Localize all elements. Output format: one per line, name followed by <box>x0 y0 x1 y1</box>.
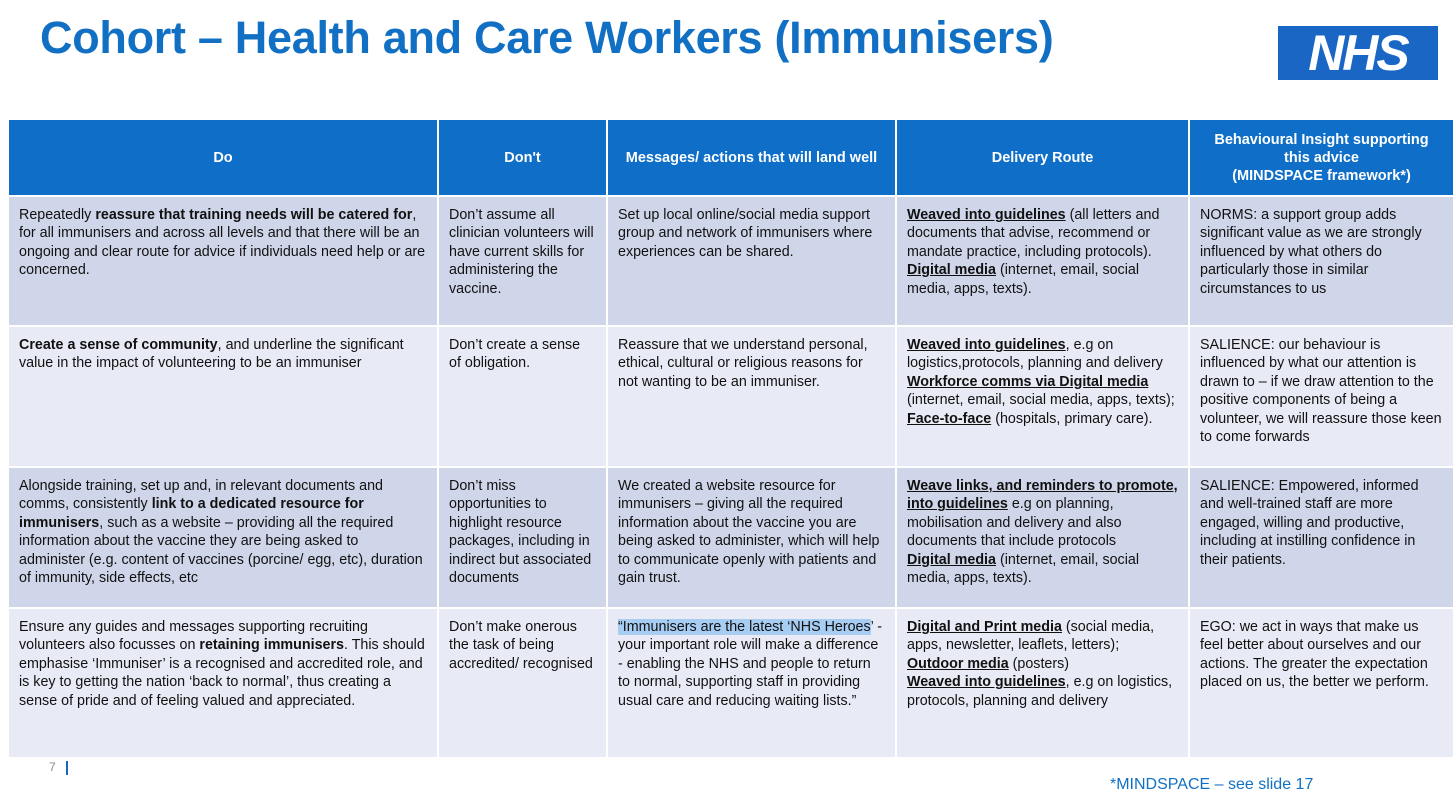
cell-text: ’ - your important role will make a difference - enabling the NHS and people to return to normal, supporting staff in providing usual care and reducing waiting lists.” <box>618 619 883 709</box>
cell-bold: Create a sense of community <box>19 337 218 353</box>
cell-messages: Reassure that we understand personal, ethical, cultural or religious reasons for not wanting to be an immuniser. <box>607 326 896 467</box>
advice-table <box>7 118 1455 759</box>
cell-text: . This should emphasise ‘Immuniser’ is a recognised and accredited role, and is key to getting the nation ‘back to normal’, thus creating a sense of pride and of feeling valued and appreciated. <box>19 637 425 709</box>
header-do: Do <box>8 119 438 196</box>
cell-text: Repeatedly <box>19 207 96 223</box>
header-insight <box>1189 119 1454 196</box>
cell-text: , such as a website – providing all the required information about the vaccine they are being asked to administer (e.g. content of vaccines (porcine/ egg, etc), duration of immunity, side effects, etc <box>19 514 423 587</box>
cell-text: , e.g on logistics,protocols, planning and delivery <box>907 337 1163 372</box>
footer-separator <box>66 761 68 775</box>
delivery-route-link: Workforce comms via Digital media <box>907 373 1149 390</box>
cell-text: Alongside training, set up and, in relevant documents and comms, consistently <box>19 478 384 513</box>
delivery-route-link: Outdoor media <box>907 655 1009 672</box>
cell-text: (social media, apps, newsletter, leaflets, letters); <box>907 619 1155 654</box>
page-number: 7 <box>49 760 56 774</box>
table-row <box>8 326 1454 467</box>
cell-dont: Don’t miss opportunities to highlight resource packages, including in indirect but associated documents <box>438 467 607 608</box>
table-row <box>8 196 1454 326</box>
cell-delivery <box>896 196 1189 326</box>
cell-text: (internet, email, social media, apps, texts); <box>907 392 1175 409</box>
cell-insight: SALIENCE: our behaviour is influenced by what our attention is drawn to – if we draw attention to the positive components of being a volunteer, we will reassure those keen to come forwards <box>1189 326 1454 467</box>
table-row <box>8 467 1454 608</box>
cell-do <box>8 326 438 467</box>
cell-delivery <box>896 608 1189 758</box>
table-row <box>8 608 1454 758</box>
cell-text: , for all immunisers and across all levels and that there will be an ongoing and clear route for advice if individuals need help or are concerned. <box>19 207 426 279</box>
delivery-route-link: Weaved into guidelines <box>907 337 1066 353</box>
cell-dont: Don’t assume all clinician volunteers will have current skills for administering the vaccine. <box>438 196 607 326</box>
cell-text: , and underline the significant value in the impact of volunteering to be an immuniser <box>19 337 404 372</box>
cell-messages: Set up local online/social media support group and network of immunisers where experiences can be shared. <box>607 196 896 326</box>
cell-text: Ensure any guides and messages supporting recruiting volunteers also focusses on <box>19 619 368 654</box>
cell-text: e.g on planning, mobilisation and delivery and also documents that include protocols <box>907 496 1122 550</box>
table-header-row <box>8 119 1454 196</box>
cell-do <box>8 196 438 326</box>
delivery-route-link: Weaved into guidelines <box>907 207 1066 223</box>
delivery-route-link: Digital media <box>907 262 996 279</box>
header-dont: Don't <box>438 119 607 196</box>
cell-delivery <box>896 326 1189 467</box>
cell-dont: Don’t make onerous the task of being accredited/ recognised <box>438 608 607 758</box>
delivery-route-link: Weaved into guidelines <box>907 674 1066 691</box>
footnote: *MINDSPACE – see slide 17 <box>1110 776 1314 793</box>
page-title: Cohort – Health and Care Workers (Immunisers) <box>40 12 1054 63</box>
nhs-logo: NHS <box>1278 26 1438 80</box>
cell-text: (internet, email, social media, apps, texts). <box>907 551 1140 587</box>
highlighted-text: “Immunisers are the latest ‘NHS Heroes <box>618 619 871 635</box>
cell-text: , e.g on logistics, protocols, planning and delivery <box>907 674 1173 709</box>
cell-messages <box>607 608 896 758</box>
header-delivery: Delivery Route <box>896 119 1189 196</box>
cell-messages: We created a website resource for immunisers – giving all the required information about the vaccine you are being asked to administer, which will help to communicate openly with patients and gain trust. <box>607 467 896 608</box>
cell-bold: reassure that training needs will be catered for <box>95 207 413 223</box>
header-insight-text: Behavioural Insight supporting this advice <box>1214 131 1429 166</box>
cell-bold: link to a dedicated resource for immunisers <box>19 496 364 531</box>
cell-do <box>8 608 438 758</box>
cell-insight: SALIENCE: Empowered, informed and well-trained staff are more engaged, willing and productive, including at instilling confidence in their patients. <box>1189 467 1454 608</box>
header-messages: Messages/ actions that will land well <box>607 119 896 196</box>
header-insight-sub: (MINDSPACE framework*) <box>1232 167 1411 184</box>
delivery-route-link: Digital and Print media <box>907 619 1062 635</box>
cell-text: (posters) <box>1008 655 1070 672</box>
cell-insight: NORMS: a support group adds significant value as we are strongly influenced by what others do particularly those in similar circumstances to us <box>1189 196 1454 326</box>
cell-do <box>8 467 438 608</box>
delivery-route-link: Weave links, and reminders to promote, into guidelines <box>907 478 1178 513</box>
cell-delivery <box>896 467 1189 608</box>
cell-bold: retaining immunisers <box>199 637 345 654</box>
cell-text: (internet, email, social media, apps, texts). <box>907 262 1140 297</box>
cell-text: (all letters and documents that advise, recommend or mandate practice, including protocols). <box>907 207 1160 260</box>
cell-insight: EGO: we act in ways that make us feel better about ourselves and our actions. The greater the expectation placed on us, the better we perform. <box>1189 608 1454 758</box>
cell-dont: Don’t create a sense of obligation. <box>438 326 607 467</box>
delivery-route-link: Digital media <box>907 551 996 568</box>
delivery-route-link: Face-to-face <box>907 410 992 427</box>
cell-text: (hospitals, primary care). <box>991 410 1153 427</box>
